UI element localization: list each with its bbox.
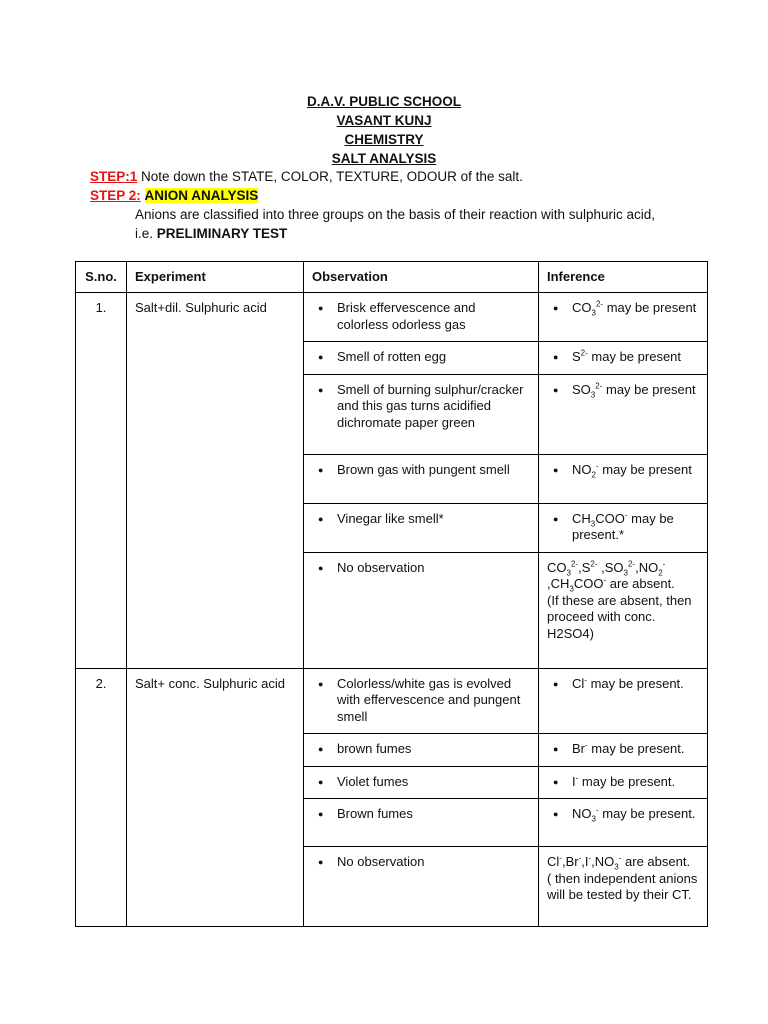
observation-item: ● Vinegar like smell* xyxy=(312,511,530,528)
header-experiment: Experiment xyxy=(127,262,304,293)
table-header-row xyxy=(76,262,708,293)
observation-item: ● Colorless/white gas is evolved with effervescence and pungent smell xyxy=(312,676,530,726)
step-2-description-2 xyxy=(90,224,730,243)
header-inference: Inference xyxy=(539,262,708,293)
step-1 xyxy=(90,167,730,186)
document-header xyxy=(0,92,768,168)
table-row xyxy=(76,668,708,734)
subject-title: CHEMISTRY xyxy=(344,132,424,147)
inference-item: ● $S^{2-}$ may be present xyxy=(547,349,699,366)
step-2-title: ANION ANALYSIS xyxy=(144,188,259,203)
step-2 xyxy=(90,186,730,205)
observation-item: ● Brown gas with pungent smell xyxy=(312,462,530,479)
inference-item: $CO_3^{2-},S^{2-}$ $,SO_3^{2-},NO_2^-$ $,CH_3COO^-$ are absent. (If these are absent, then proceed with conc. H2SO4) xyxy=(539,552,708,668)
topic-title: SALT ANALYSIS xyxy=(331,151,437,166)
observation-item: ● Violet fumes xyxy=(312,774,530,791)
group-2-sno: 2. xyxy=(76,668,127,927)
observation-item: ● Smell of rotten egg xyxy=(312,349,530,366)
inference-item: ● $SO_3^{2-}$ may be present xyxy=(547,382,699,399)
anion-analysis-table xyxy=(75,261,708,927)
inference-item: ● $NO_3^-$ may be present. xyxy=(547,806,699,823)
observation-item: ● Smell of burning sulphur/cracker and this gas turns acidified dichromate paper green xyxy=(312,382,530,432)
inference-item: ● $CH_3COO^-$ may be present.* xyxy=(547,511,699,544)
observation-item: ● brown fumes xyxy=(312,741,530,758)
header-sno: S.no. xyxy=(76,262,127,293)
step-2-description: Anions are classified into three groups on the basis of their reaction with sulphuric acid, xyxy=(135,207,656,222)
inference-item: ● I- may be present. xyxy=(547,774,699,791)
header-observation: Observation xyxy=(304,262,539,293)
table-row xyxy=(76,293,708,342)
school-name: D.A.V. PUBLIC SCHOOL xyxy=(306,94,462,109)
inference-item: $Cl^-,Br^-,I^-,NO_3^-$ are absent. ( then independent anions will be tested by their CT. xyxy=(539,847,708,927)
step-2-label: STEP 2: xyxy=(90,188,141,203)
observation-item: ● Brisk effervescence and colorless odorless gas xyxy=(312,300,530,333)
observation-item: ● Brown fumes xyxy=(312,806,530,823)
preliminary-test-label: PRELIMINARY TEST xyxy=(156,226,288,241)
steps-section xyxy=(90,167,730,243)
observation-item: ● No observation xyxy=(312,560,530,577)
inference-item: ● Br- may be present. xyxy=(547,741,699,758)
group-2-experiment: Salt+ conc. Sulphuric acid xyxy=(127,668,304,927)
observation-item: ● No observation xyxy=(312,854,530,871)
step-1-label: STEP:1 xyxy=(90,169,138,184)
school-location: VASANT KUNJ xyxy=(336,113,432,128)
desc-prefix: i.e. xyxy=(135,226,157,241)
inference-item: ● Cl- may be present. xyxy=(547,676,699,693)
group-1-experiment: Salt+dil. Sulphuric acid xyxy=(127,293,304,669)
inference-item: ● $NO_2^-$ may be present xyxy=(547,462,699,479)
inference-item: ● $CO_3^{2-}$ may be present xyxy=(547,300,699,317)
step-1-text: Note down the STATE, COLOR, TEXTURE, ODOUR of the salt. xyxy=(137,169,523,184)
group-1-sno: 1. xyxy=(76,293,127,669)
